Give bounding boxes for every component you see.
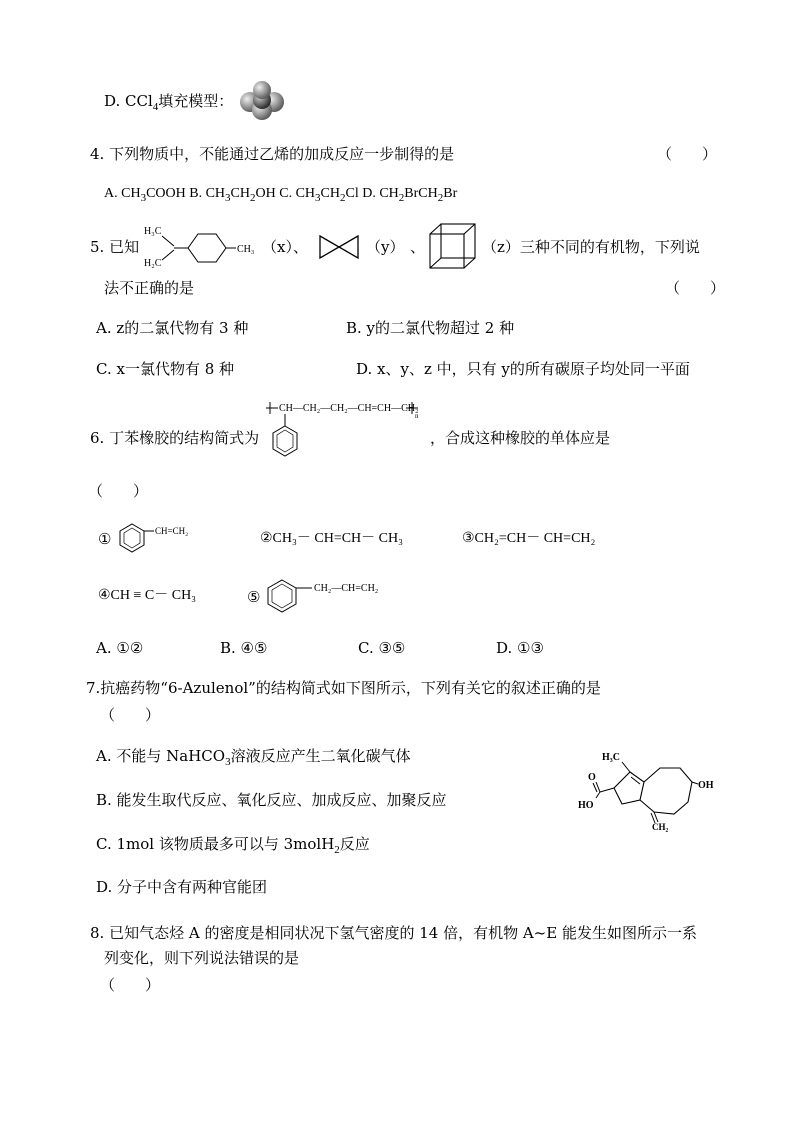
q4-option-d: D. $CH_2BrCH_2Br$	[362, 186, 458, 204]
q6-option-c: C. ③⑤	[358, 639, 406, 657]
q5-structure-y	[318, 234, 360, 260]
q7-option-b: B. 能发生取代反应、氧化反应、加成反应、加聚反应	[96, 791, 447, 809]
q5-stem-start: 5. 已知	[90, 238, 140, 256]
x-bottom-label: H₂C	[144, 258, 162, 269]
polymer-chain-text: CH—CH₂—CH₂—CH=CH—CH₂	[279, 403, 419, 414]
q7-option-a: A. 不能与 NaHCO$_3$溶液反应产生二氧化碳气体	[96, 747, 411, 768]
q5-x-label: （x）、	[262, 238, 308, 256]
q7-azulenol-structure	[576, 746, 726, 832]
q4-options	[104, 184, 457, 208]
q6-stem-start: 6. 丁苯橡胶的结构简式为	[90, 429, 260, 447]
methyl-label: H₃C	[602, 752, 620, 763]
q5-bracket: （ ）	[665, 279, 726, 297]
q6-bracket: （ ）	[88, 482, 149, 500]
q5-separator: 、	[410, 238, 426, 256]
q4-option-a: A. $CH_3COOH$	[104, 186, 186, 204]
q4-option-c: C. $CH_3CH_2Cl$	[279, 186, 359, 204]
q6-monomer-2: ②CH₃－ CH=CH－ CH₃	[260, 531, 404, 546]
x-top-label: H₃C	[144, 226, 162, 237]
q7-stem: 7.抗癌药物“6-Azulenol”的结构简式如下图所示，下列有关它的叙述正确的是	[86, 679, 601, 697]
q5-option-b: B. y的二氯代物超过 2 种	[346, 319, 515, 337]
carbonyl-o-label: O	[588, 772, 596, 783]
x-right-label: CH₃	[237, 244, 255, 255]
q4-bracket: （ ）	[657, 145, 718, 163]
q6-monomer-5-num: ⑤	[247, 588, 261, 606]
q5-option-c: C. x一氯代物有 8 种	[96, 360, 235, 378]
q8-stem-line1: 8. 已知气态烃 A 的密度是相同状况下氢气密度的 14 倍，有机物 A~E 能发生如图所示一系	[90, 924, 697, 942]
q6-option-b: B. ④⑤	[220, 639, 268, 657]
q7-bracket: （ ）	[100, 706, 161, 724]
m1-vinyl-group: CH=CH₂	[155, 526, 189, 536]
q5-option-a: A. z的二氯代物有 3 种	[96, 319, 249, 337]
q4-stem: 4. 下列物质中，不能通过乙烯的加成反应一步制得的是	[90, 145, 455, 163]
q8-bracket: （ ）	[100, 976, 161, 994]
q3-optd-suffix: 填充模型：	[158, 92, 234, 110]
hydroxyl-label: OH	[698, 780, 714, 791]
q3-optd-sub: 4	[152, 101, 159, 113]
q6-monomer-4: ④CH ≡ C－ CH₃	[98, 588, 197, 603]
q5-y-label: （y）	[366, 238, 405, 256]
q5-option-d: D. x、y、z 中，只有 y的所有碳原子均处同一平面	[356, 360, 690, 378]
polymer-n: n	[415, 412, 419, 420]
q6-monomer-5-allylbenzene	[264, 574, 404, 618]
q5-z-label: （z）三种不同的有机物，下列说	[482, 238, 700, 256]
q5-structure-z-cube	[428, 222, 478, 270]
q6-polymer-structure	[266, 398, 438, 476]
q4-option-b: B. $CH_3CH_2OH$	[189, 186, 276, 204]
q6-stem-end: ，合成这种橡胶的单体应是	[430, 429, 611, 447]
m5-allyl-group: CH₂—CH=CH₂	[314, 583, 379, 594]
q6-option-d: D. ①③	[496, 639, 544, 657]
q6-monomer-1-num: ①	[98, 530, 112, 548]
methylene-label: CH₂	[652, 822, 669, 832]
q5-stem-line2: 法不正确的是	[104, 279, 195, 297]
q3-optd-prefix: D. CCl	[104, 92, 153, 110]
q7-option-d: D. 分子中含有两种官能团	[96, 878, 268, 896]
q3-option-d	[104, 91, 233, 117]
q7-option-c: C. 1mol 该物质最多可以与 3molH$_2$反应	[96, 835, 370, 856]
q5-structure-x	[140, 222, 262, 272]
q6-option-a: A. ①②	[96, 639, 144, 657]
q6-monomer-1-styrene	[114, 518, 204, 558]
q6-monomer-3: ③CH₂=CH－ CH=CH₂	[462, 531, 596, 546]
ccl4-space-filling-model	[238, 80, 288, 120]
q8-stem-line2: 列变化，则下列说法错误的是	[104, 949, 300, 967]
acid-ho-label: HO	[578, 800, 594, 811]
